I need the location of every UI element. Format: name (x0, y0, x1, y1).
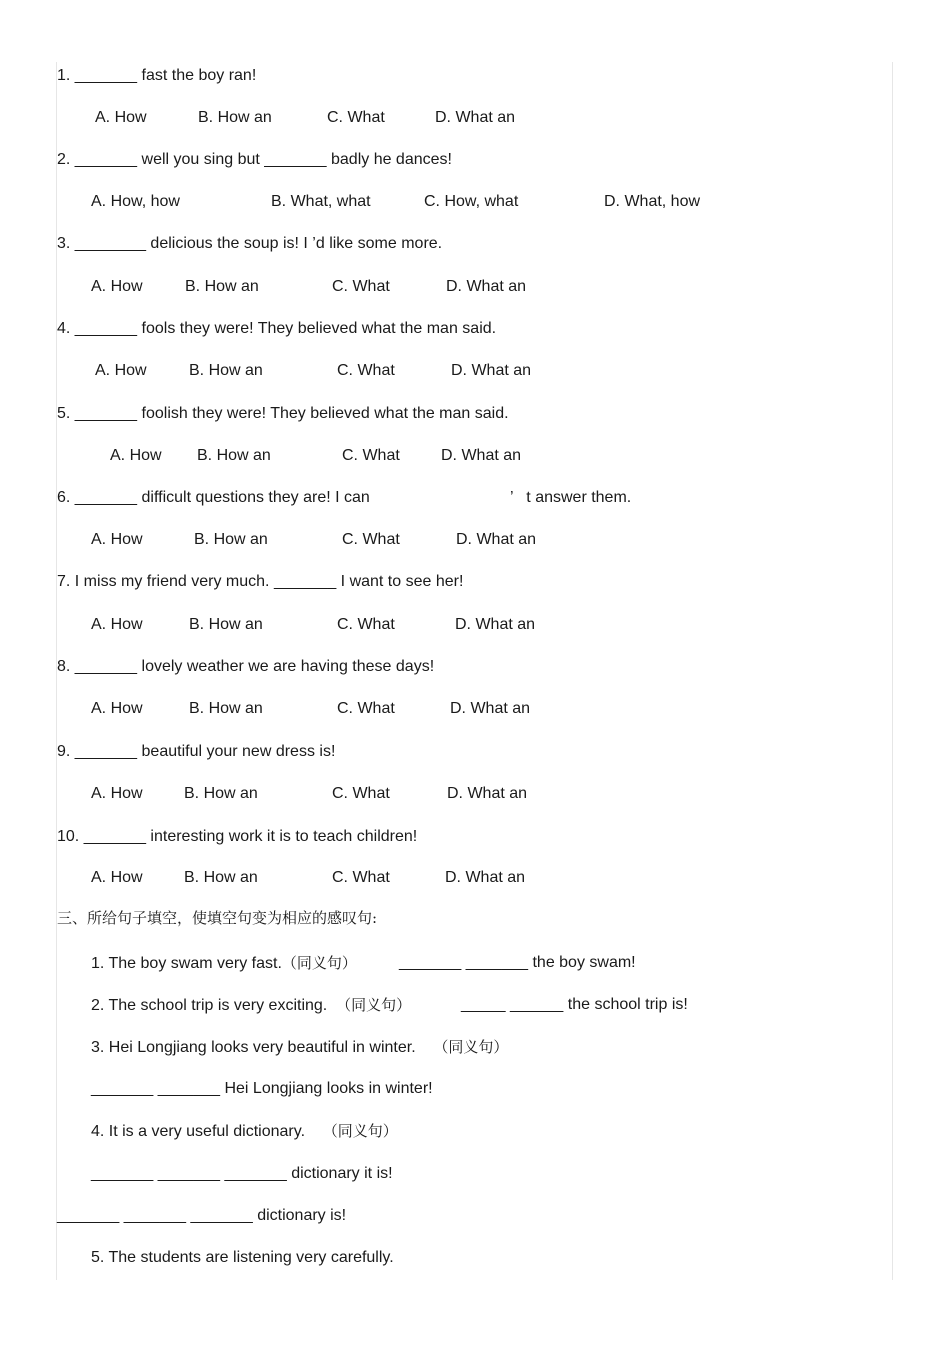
right-margin-line (892, 62, 893, 1280)
question-2-option-a: A. How, how (91, 193, 180, 210)
question-1-option-b: B. How an (198, 109, 272, 126)
sentence-2-blank: _____ ______ the school trip is! (461, 996, 688, 1013)
question-7-stem: 7. I miss my friend very much. _______ I want to see her! (57, 573, 464, 590)
sentence-4-text: 4. It is a very useful dictionary. (91, 1123, 306, 1140)
question-2-stem: 2. _______ well you sing but _______ badly he dances! (57, 151, 452, 168)
question-2-option-c: C. How, what (424, 193, 519, 210)
sentence-4-tag: （同义句） (322, 1122, 398, 1140)
question-5-stem: 5. _______ foolish they were! They believed what the man said. (57, 405, 509, 422)
sentence-2-tag: （同义句） (336, 996, 412, 1014)
question-6-option-c: C. What (342, 531, 400, 548)
question-10-stem: 10. _______ interesting work it is to teach children! (57, 828, 418, 845)
question-2-option-b: B. What, what (271, 193, 371, 210)
question-9-option-a: A. How (91, 785, 143, 802)
question-4-option-c: C. What (337, 362, 395, 379)
question-6-option-d: D. What an (456, 531, 537, 548)
question-9-option-c: C. What (332, 785, 390, 802)
sentence-1-blank: _______ _______ the boy swam! (399, 954, 636, 971)
question-1-stem: 1. _______ fast the boy ran! (57, 67, 257, 84)
question-10-option-a: A. How (91, 869, 143, 886)
question-6-stem: 6. _______ difficult questions they are! I can (57, 489, 370, 506)
question-2-option-d: D. What, how (604, 193, 701, 210)
question-7-option-c: C. What (337, 616, 395, 633)
section-3-heading: 三、所给句子填空，使填空句变为相应的感叹句: (57, 909, 378, 927)
question-8-option-d: D. What an (450, 700, 531, 717)
section-3-sentence-1 (91, 953, 357, 974)
question-8-option-a: A. How (91, 700, 143, 717)
section-3-sentence-3 (91, 1037, 508, 1058)
section-3-sentence-5: 5. The students are listening very carefully. (91, 1249, 394, 1266)
question-3-option-b: B. How an (185, 278, 259, 295)
question-4-option-d: D. What an (451, 362, 532, 379)
question-7-option-b: B. How an (189, 616, 263, 633)
sentence-3-tag: （同义句） (433, 1038, 509, 1056)
question-8-option-b: B. How an (189, 700, 263, 717)
question-4-option-b: B. How an (189, 362, 263, 379)
section-3-sentence-2 (91, 995, 411, 1016)
sentence-1-tag: （同义句） (281, 954, 357, 972)
question-1-option-a: A. How (95, 109, 147, 126)
sentence-4-answer-a: _______ _______ _______ dictionary it is! (91, 1165, 393, 1182)
question-5-option-c: C. What (342, 447, 400, 464)
question-10-option-c: C. What (332, 869, 390, 886)
question-4-stem: 4. _______ fools they were! They believed what the man said. (57, 320, 497, 337)
question-5-option-d: D. What an (441, 447, 522, 464)
sentence-2-text: 2. The school trip is very exciting. (91, 997, 328, 1014)
question-7-option-d: D. What an (455, 616, 536, 633)
question-6-option-b: B. How an (194, 531, 268, 548)
question-9-option-b: B. How an (184, 785, 258, 802)
question-5-option-b: B. How an (197, 447, 271, 464)
sentence-1-text: 1. The boy swam very fast. (91, 955, 282, 972)
question-8-stem: 8. _______ lovely weather we are having these days! (57, 658, 435, 675)
question-5-option-a: A. How (110, 447, 162, 464)
question-3-option-a: A. How (91, 278, 143, 295)
question-6-option-a: A. How (91, 531, 143, 548)
sentence-3-answer: _______ _______ Hei Longjiang looks in winter! (91, 1080, 433, 1097)
section-3-sentence-4 (91, 1121, 398, 1142)
question-1-option-c: C. What (327, 109, 385, 126)
question-9-option-d: D. What an (447, 785, 528, 802)
question-3-option-d: D. What an (446, 278, 527, 295)
question-1-option-d: D. What an (435, 109, 516, 126)
sentence-3-text: 3. Hei Longjiang looks very beautiful in winter. (91, 1039, 416, 1056)
question-10-option-b: B. How an (184, 869, 258, 886)
question-7-option-a: A. How (91, 616, 143, 633)
question-3-option-c: C. What (332, 278, 390, 295)
question-9-stem: 9. _______ beautiful your new dress is! (57, 743, 336, 760)
question-3-stem: 3. ________ delicious the soup is! I ’d like some more. (57, 235, 443, 252)
question-4-option-a: A. How (95, 362, 147, 379)
question-10-option-d: D. What an (445, 869, 526, 886)
question-8-option-c: C. What (337, 700, 395, 717)
sentence-4-answer-b: _______ _______ _______ dictionary is! (57, 1207, 347, 1224)
question-6-stem-end: ’ t answer them. (510, 489, 632, 506)
